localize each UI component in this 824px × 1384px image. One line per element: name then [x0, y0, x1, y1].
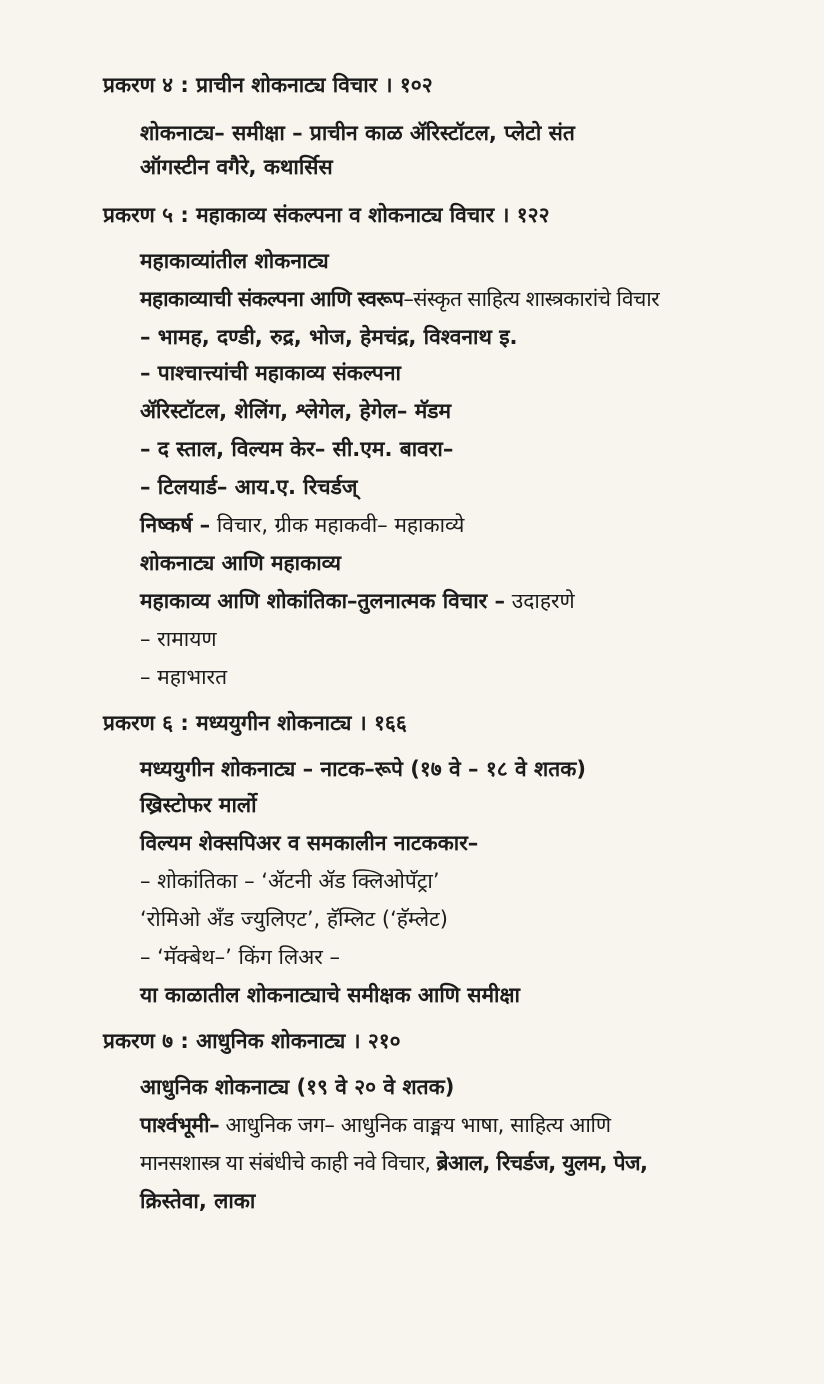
chapter-5-line-10-bold: महाकाव्य आणि शोकांतिका–तुलनात्मक विचार –	[140, 589, 506, 613]
chapter-5-line-2-bold: महाकाव्याची संकल्पना आणि स्वरूप	[140, 287, 404, 311]
chapter-5-line-6: – द स्ताल, विल्यम केर– सी.एम. बावरा–	[140, 437, 454, 461]
chapter-5-line-3: – भामह, दण्डी, रुद्र, भोज, हेमचंद्र, विश्वनाथ इ.	[140, 325, 518, 349]
chapter-7-line-3	[140, 1148, 647, 1178]
chapter-5-line-10-regular: उदाहरणे	[505, 589, 575, 613]
chapter-7-line-4: क्रिस्तेवा, लाका	[140, 1189, 256, 1213]
chapter-5-line-7: – टिलयार्ड– आय.ए. रिचर्डज्	[140, 475, 358, 499]
chapter-7-heading: प्रकरण ७ : आधुनिक शोकनाट्य । २१०	[103, 1029, 401, 1053]
chapter-6-line-7: या काळातील शोकनाट्याचे समीक्षक आणि समीक्षा	[140, 983, 520, 1007]
chapter-7-line-1: आधुनिक शोकनाट्य (१९ वे २० वे शतक)	[140, 1075, 455, 1099]
chapter-4-line-1: शोकनाट्य– समीक्षा – प्राचीन काळ ॲरिस्टॉटल, प्लेटो संत	[140, 121, 575, 145]
chapter-7-line-3-bold: ब्रेआल, रिचर्डज, युलम, पेज,	[436, 1151, 648, 1175]
chapter-5-line-9: शोकनाट्य आणि महाकाव्य	[140, 551, 342, 575]
chapter-5-line-12: – महाभारत	[140, 665, 228, 689]
chapter-5-heading: प्रकरण ५ : महाकाव्य संकल्पना व शोकनाट्य विचार । १२२	[103, 203, 550, 227]
chapter-6-line-2: ख्रिस्टोफर मार्लो	[140, 793, 257, 817]
chapter-5-line-11: – रामायण	[140, 627, 217, 651]
chapter-6-line-4: – शोकांतिका – ‘ॲटनी ॲड क्लिओपॅट्रा’	[140, 869, 440, 893]
chapter-5-line-1: महाकाव्यांतील शोकनाट्य	[140, 249, 329, 273]
chapter-5-line-8	[140, 510, 464, 540]
chapter-4-line-2: ऑगस्टीन वगैरे, कथार्सिस	[140, 155, 333, 179]
chapter-6-line-5: ‘रोमिओ अँड ज्युलिएट’, हॅम्लिट (‘हॅम्लेट)	[140, 907, 448, 931]
chapter-5-line-5: ॲरिस्टॉटल, शेलिंग, श्लेगेल, हेगेल– मॅडम	[140, 399, 452, 423]
chapter-5-line-4: – पाश्चात्त्यांची महाकाव्य संकल्पना	[140, 361, 401, 385]
chapter-7-line-2-regular: आधुनिक जग– आधुनिक वाङ्मय भाषा, साहित्य आणि	[219, 1113, 611, 1137]
chapter-4-heading: प्रकरण ४ : प्राचीन शोकनाट्य विचार । १०२	[103, 73, 433, 97]
chapter-6-heading: प्रकरण ६ : मध्ययुगीन शोकनाट्य । १६६	[103, 711, 407, 735]
chapter-5-line-8-regular: विचार, ग्रीक महाकवी– महाकाव्ये	[210, 513, 465, 537]
chapter-6-line-1: मध्ययुगीन शोकनाट्य – नाटक–रूपे (१७ वे – १८ वे शतक)	[140, 757, 586, 781]
chapter-6-line-3: विल्यम शेक्सपिअर व समकालीन नाटककार–	[140, 831, 479, 855]
chapter-5-line-2-regular: –संस्कृत साहित्य शास्त्रकारांचे विचार	[403, 287, 660, 311]
chapter-5-line-10	[140, 586, 575, 616]
chapter-5-line-8-bold: निष्कर्ष –	[140, 513, 211, 537]
chapter-7-line-2	[140, 1110, 611, 1140]
chapter-6-line-6: – ‘मॅक्बेथ–’ किंग लिअर –	[140, 945, 341, 969]
chapter-7-line-2-bold: पार्श्वभूमी–	[140, 1113, 220, 1137]
chapter-5-line-2	[140, 284, 659, 314]
chapter-7-line-3-regular: मानसशास्त्र या संबंधीचे काही नवे विचार,	[140, 1151, 437, 1175]
